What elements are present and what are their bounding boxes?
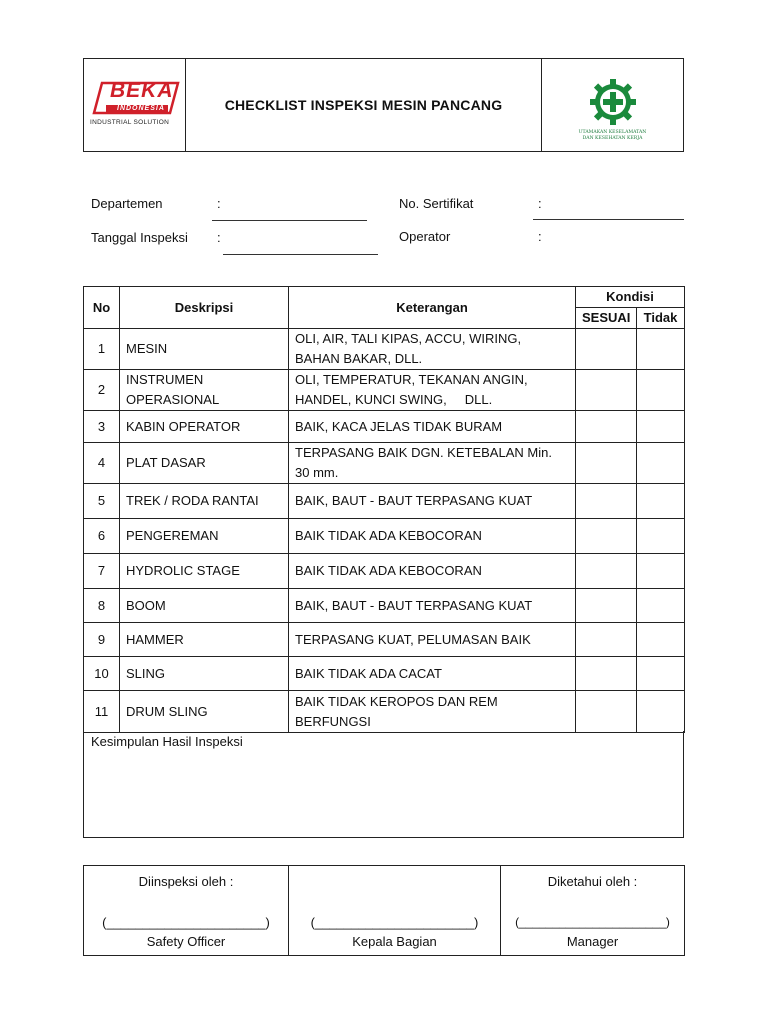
row-ket: BAIK, KACA JELAS TIDAK BURAM [289,411,576,443]
diketahui-label: Diketahui oleh : [547,874,638,889]
tidak-checkbox[interactable] [637,623,685,657]
row-no: 4 [84,443,120,484]
departemen-field[interactable] [212,220,367,221]
row-ket: OLI, AIR, TALI KIPAS, ACCU, WIRING, BAHAN BAKAR, DLL. [289,329,576,370]
signature-line[interactable]: (______________________) [310,915,479,930]
logo-subtext: INDONESIA [117,105,165,112]
k3-slogan-line1: UTAMAKAN KESELAMATAN [578,130,647,135]
departemen-label: Departemen [91,196,163,211]
row-no: 1 [84,329,120,370]
tidak-checkbox[interactable] [637,443,685,484]
row-no: 2 [84,370,120,411]
header-keterangan: Keterangan [289,287,576,329]
sesuai-checkbox[interactable] [576,519,637,554]
operator-colon: : [538,229,542,244]
tidak-checkbox[interactable] [637,589,685,623]
header-kondisi: Kondisi [576,287,685,308]
sesuai-checkbox[interactable] [576,554,637,589]
row-no: 3 [84,411,120,443]
row-no: 8 [84,589,120,623]
table-row [84,411,685,443]
departemen-colon: : [217,196,221,211]
header-sesuai: SESUAI [576,308,637,329]
header-tidak: Tidak [637,308,685,329]
row-no: 9 [84,623,120,657]
row-desc: MESIN [120,329,289,370]
table-row [84,484,685,519]
kepala-bagian-role: Kepala Bagian [352,934,437,949]
tidak-checkbox[interactable] [637,554,685,589]
table-row [84,657,685,691]
tidak-checkbox[interactable] [637,657,685,691]
row-no: 10 [84,657,120,691]
tidak-checkbox[interactable] [637,411,685,443]
tidak-checkbox[interactable] [637,519,685,554]
row-desc: PENGEREMAN [120,519,289,554]
company-logo [84,59,186,151]
row-desc: SLING [120,657,289,691]
signature-table [83,865,685,956]
sesuai-checkbox[interactable] [576,589,637,623]
row-desc: PLAT DASAR [120,443,289,484]
document-header [83,58,684,152]
safety-officer-role: Safety Officer [146,934,226,949]
sertifikat-field[interactable] [533,219,684,220]
operator-label: Operator [399,229,451,244]
row-ket: BAIK, BAUT - BAUT TERPASANG KUAT [289,589,576,623]
diinspeksi-label: Diinspeksi oleh : [138,874,234,889]
row-ket: BAIK TIDAK ADA KEBOCORAN [289,554,576,589]
tidak-checkbox[interactable] [637,484,685,519]
sesuai-checkbox[interactable] [576,443,637,484]
page-title: CHECKLIST INSPEKSI MESIN PANCANG [224,97,503,113]
table-row [84,691,685,733]
k3-logo [542,59,683,151]
row-ket: TERPASANG BAIK DGN. KETEBALAN Min. 30 mm. [289,443,576,484]
table-row [84,370,685,411]
row-desc: BOOM [120,589,289,623]
manager-role: Manager [566,934,619,949]
k3-gear-cross-icon [583,77,643,127]
sesuai-checkbox[interactable] [576,484,637,519]
table-row [84,443,685,484]
table-row [84,623,685,657]
row-desc: DRUM SLING [120,691,289,733]
table-row [84,589,685,623]
row-desc: INSTRUMEN OPERASIONAL [120,370,289,411]
row-ket: TERPASANG KUAT, PELUMASAN BAIK [289,623,576,657]
tidak-checkbox[interactable] [637,370,685,411]
table-row [84,329,685,370]
row-ket: OLI, TEMPERATUR, TEKANAN ANGIN, HANDEL, KUNCI SWING, DLL. [289,370,576,411]
signature-safety-officer [84,866,289,956]
row-desc: TREK / RODA RANTAI [120,484,289,519]
signature-line[interactable]: (______________________) [515,915,670,929]
sertifikat-label: No. Sertifikat [399,196,474,211]
row-ket: BAIK, BAUT - BAUT TERPASANG KUAT [289,484,576,519]
tidak-checkbox[interactable] [637,691,685,733]
tanggal-colon: : [217,230,221,245]
row-ket: BAIK TIDAK ADA KEBOCORAN [289,519,576,554]
conclusion-box[interactable] [83,731,684,838]
title-cell [186,59,542,151]
sesuai-checkbox[interactable] [576,691,637,733]
tidak-checkbox[interactable] [637,329,685,370]
conclusion-label: Kesimpulan Hasil Inspeksi [91,734,243,749]
row-desc: HAMMER [120,623,289,657]
table-row [84,554,685,589]
sertifikat-colon: : [538,196,542,211]
header-deskripsi: Deskripsi [120,287,289,329]
tanggal-label: Tanggal Inspeksi [91,230,188,245]
table-row [84,519,685,554]
header-no: No [84,287,120,329]
signature-line[interactable]: (______________________) [102,915,270,930]
k3-slogan-line2: DAN KESEHATAN KERJA [582,136,643,141]
logo-text: BEKA [110,79,174,102]
checklist-table [83,286,685,733]
row-no: 6 [84,519,120,554]
row-desc: HYDROLIC STAGE [120,554,289,589]
row-no: 11 [84,691,120,733]
row-desc: KABIN OPERATOR [120,411,289,443]
tanggal-field[interactable] [223,254,378,255]
row-no: 7 [84,554,120,589]
row-ket: BAIK TIDAK KEROPOS DAN REM BERFUNGSI [289,691,576,733]
signature-kepala-bagian [289,866,501,956]
row-ket: BAIK TIDAK ADA CACAT [289,657,576,691]
sesuai-checkbox[interactable] [576,657,637,691]
signature-manager [501,866,685,956]
logo-tagline: INDUSTRIAL SOLUTION [90,119,170,126]
sesuai-checkbox[interactable] [576,329,637,370]
sesuai-checkbox[interactable] [576,623,637,657]
row-no: 5 [84,484,120,519]
sesuai-checkbox[interactable] [576,411,637,443]
sesuai-checkbox[interactable] [576,370,637,411]
